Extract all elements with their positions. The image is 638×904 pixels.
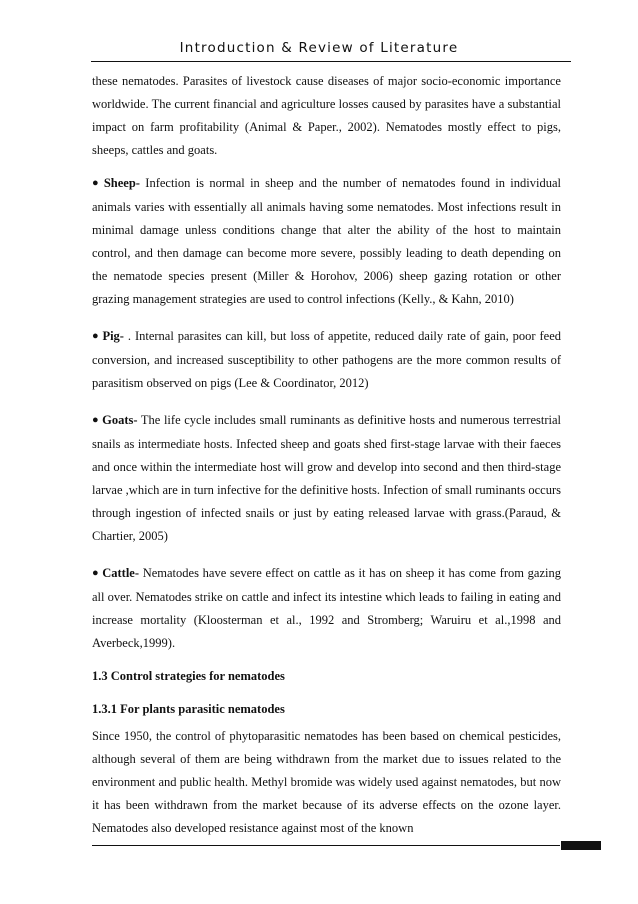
page-header: Introduction & Review of Literature (179, 40, 459, 56)
subsection-heading: 1.3.1 For plants parasitic nematodes (92, 702, 285, 716)
pig-paragraph (92, 325, 561, 395)
bullet-icon: ● (92, 330, 100, 342)
bullet-icon: ● (92, 567, 100, 579)
header-rule (91, 61, 571, 62)
bullet-icon: ● (92, 177, 101, 189)
control-paragraph: Since 1950, the control of phytoparasitic nematodes has been based on chemical pesticides, although several of them are being withdrawn from the market due to issues related to the environment and public health. Methyl bromide was widely used against nematodes, but now it has been withdrawn from the market because of its adverse effects on the ozone layer. Nematodes also developed resistance against most of the known (92, 729, 561, 835)
page-body (92, 70, 561, 840)
footer-rule (92, 845, 560, 846)
pig-label: Pig- (102, 329, 124, 343)
cattle-text: Nematodes have severe effect on cattle as it has on sheep it has come from gazing all over. Nematodes strike on cattle and infect its intestine which leads to failing in eating and increase mortality (Kloosterman et al., 1992 and Stromberg; Waruiru et al.,1998 and Averbeck,1999). (92, 566, 561, 650)
goats-label: Goats- (102, 413, 138, 427)
goats-text: The life cycle includes small ruminants as definitive hosts and numerous terrestrial snails as intermediate hosts. Infected sheep and goats shed first-stage larvae with their faeces and once within the intermediate host will grow and develop into second and then third-stage larvae ,which are in turn infective for the definitive hosts. Infection of small ruminants occurs through ingestion of infected snails or just by eating released larvae with grass.(Paraud, & Chartier, 2005) (92, 413, 561, 543)
sheep-paragraph (92, 172, 561, 311)
cattle-paragraph (92, 562, 561, 655)
goats-paragraph (92, 409, 561, 548)
sheep-text: Infection is normal in sheep and the number of nematodes found in individual animals varies with essentially all animals having some nematodes. Most infections result in minimal damage unless conditions change that alter the ability of the host to maintain control, and then damage can become more severe, possibly leading to death depending on the nematode species present (Miller & Horohov, 2006) sheep gazing rotation or other grazing management strategies are used to control infections (Kelly., & Kahn, 2010) (92, 176, 561, 306)
bullet-icon: ● (92, 414, 100, 426)
cattle-label: Cattle- (102, 566, 140, 580)
intro-paragraph: these nematodes. Parasites of livestock cause diseases of major socio-economic importance worldwide. The current financial and agriculture losses caused by parasites have a substantial impact on farm profitability (Animal & Paper., 2002). Nematodes mostly effect to pigs, sheeps, cattles and goats. (92, 74, 561, 157)
page-number-block (561, 841, 601, 850)
section-heading: 1.3 Control strategies for nematodes (92, 669, 285, 683)
sheep-label: Sheep- (103, 176, 140, 190)
pig-text: . Internal parasites can kill, but loss of appetite, reduced daily rate of gain, poor feed conversion, and increased susceptibility to other pathogens are the more common results of parasitism observed on pigs (Lee & Coordinator, 2012) (92, 329, 561, 390)
